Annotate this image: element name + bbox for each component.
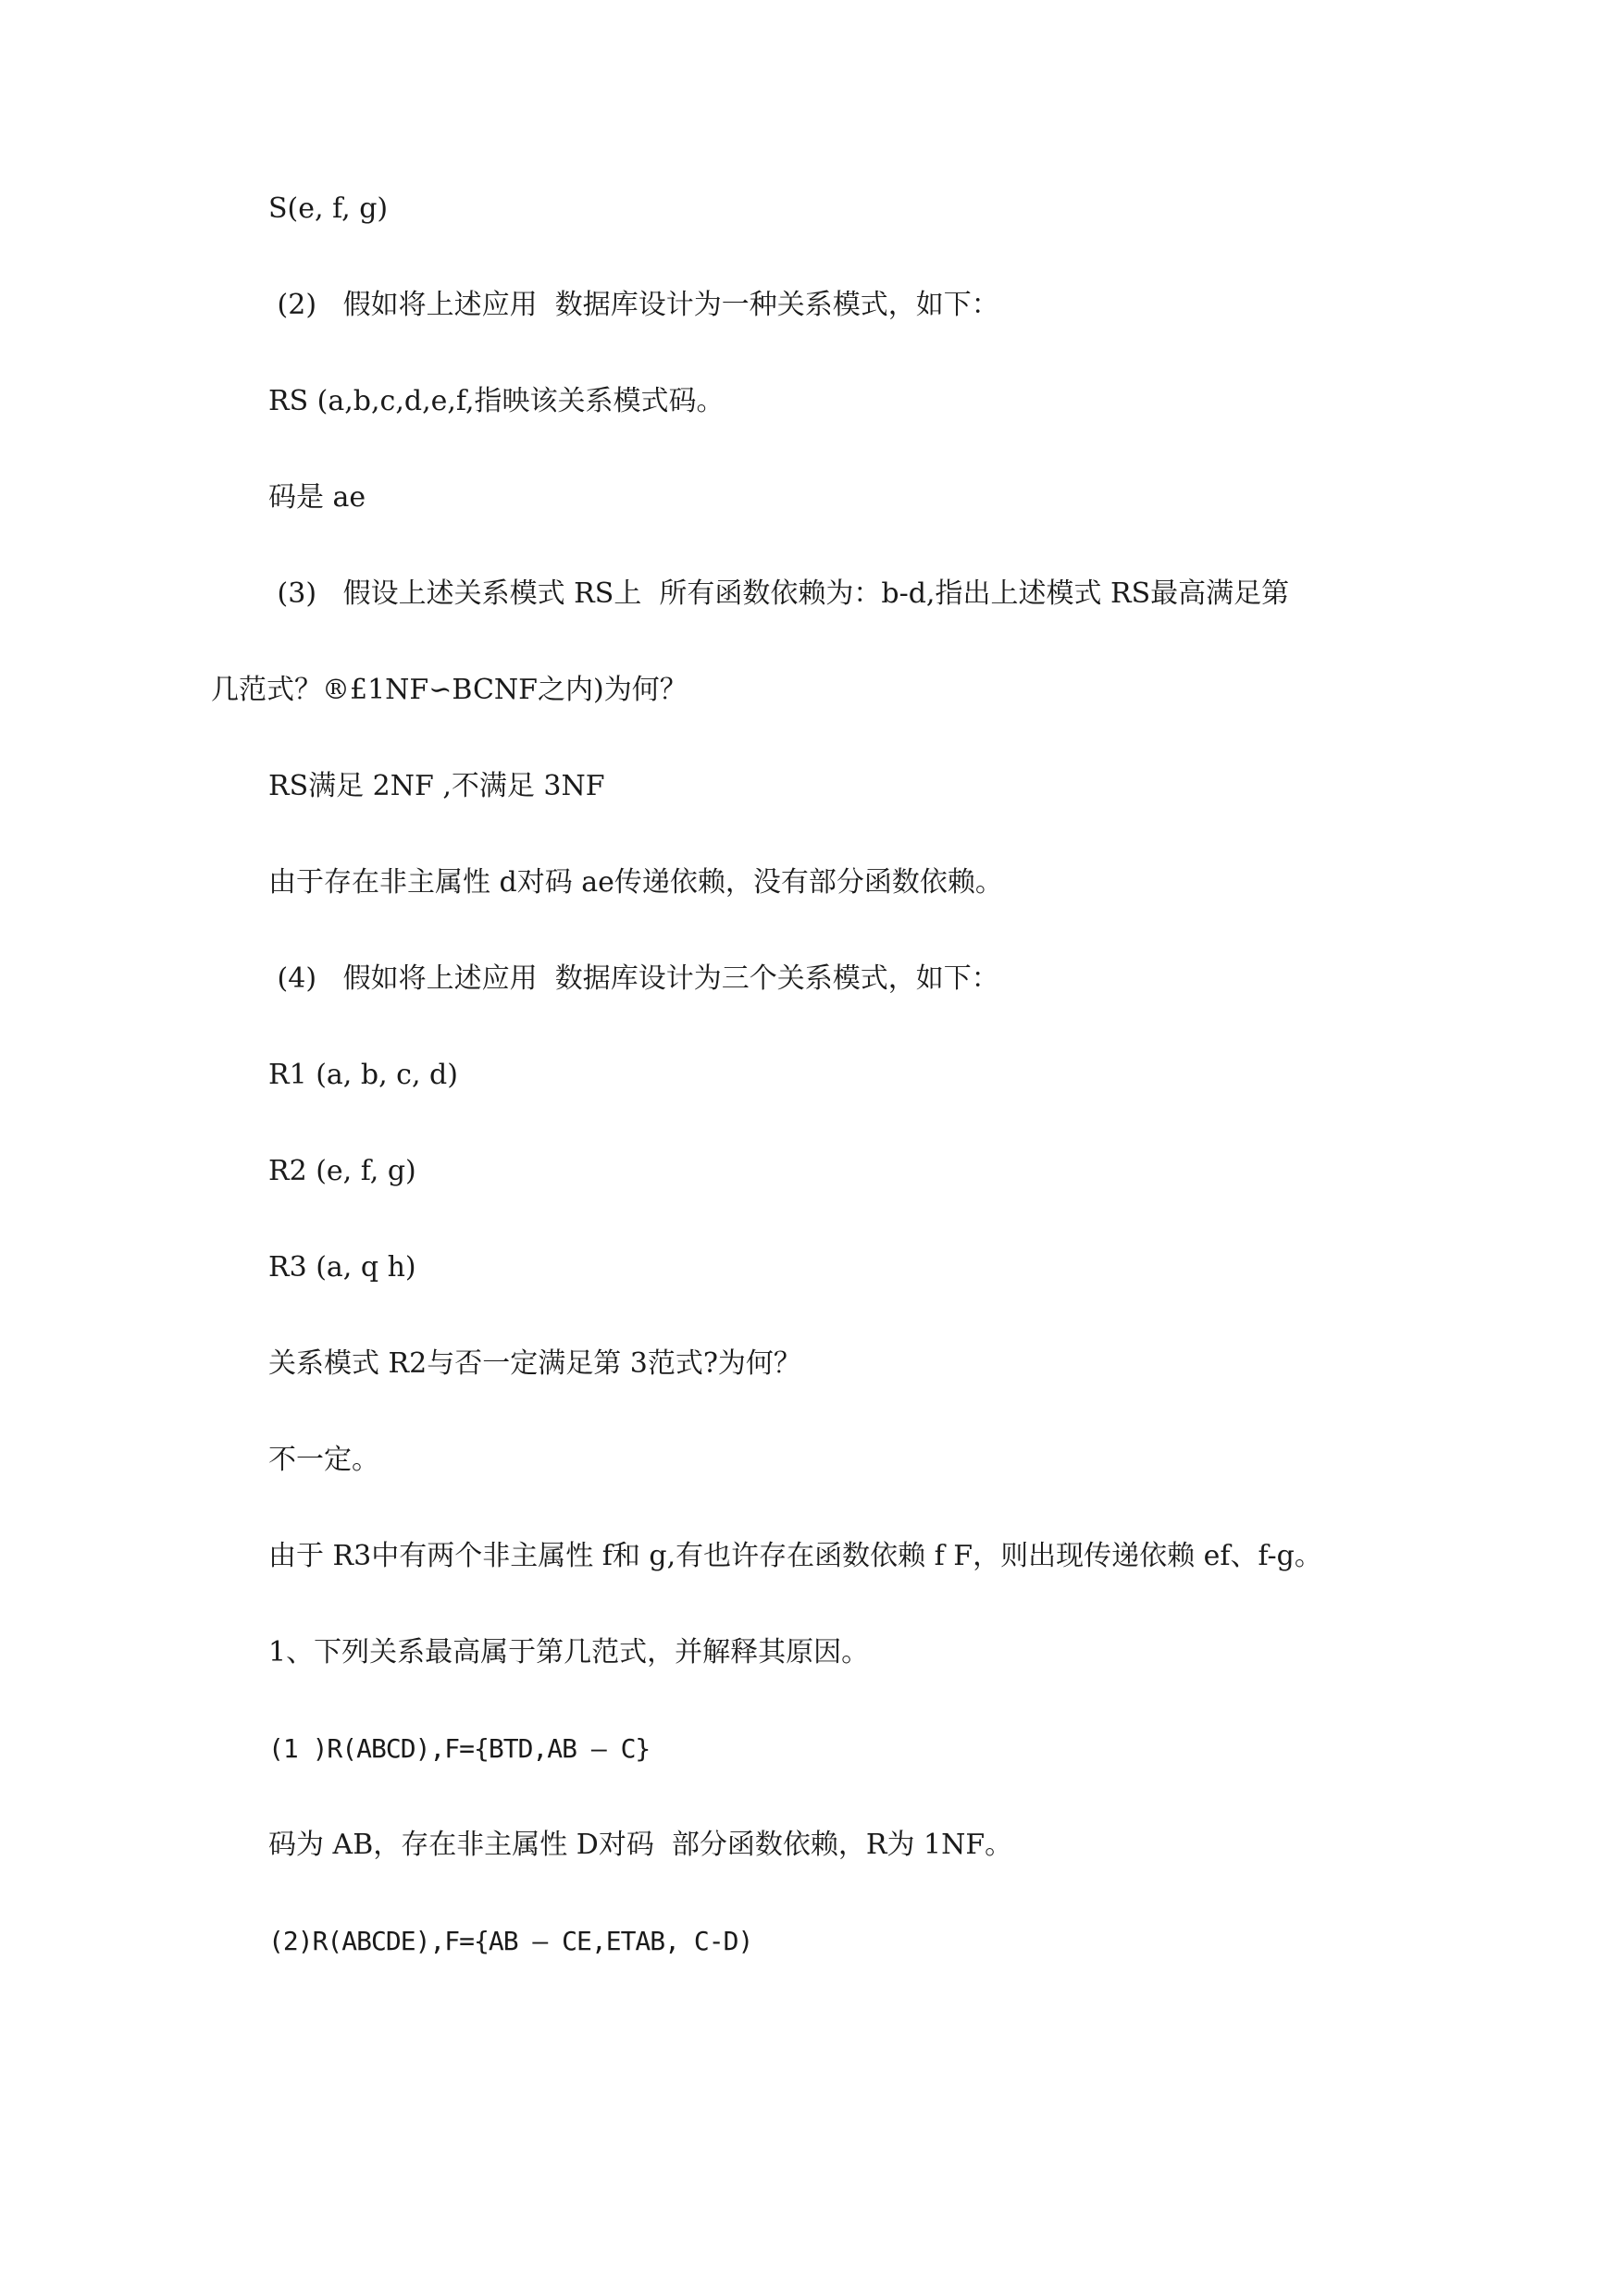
question-3-continued: 几范式？®£1NF∽BCNF之内)为何？ bbox=[211, 674, 688, 706]
text-line-r1: R1 (a, b, c, d) bbox=[268, 1059, 458, 1091]
question-4: (4) 假如将上述应用 数据库设计为三个关系模式，如下： bbox=[268, 962, 999, 995]
answer-reason: 由于存在非主属性 d对码 ae传递依赖，没有部分函数依赖。 bbox=[268, 866, 1003, 899]
text-line-r3: R3 (a, q h) bbox=[268, 1251, 416, 1284]
exercise-1-part-1-answer: 码为 AB，存在非主属性 D对码 部分函数依赖，R为 1NF。 bbox=[268, 1829, 1013, 1861]
question-r2: 关系模式 R2与否一定满足第 3范式?为何？ bbox=[268, 1347, 801, 1380]
question-2: (2) 假如将上述应用 数据库设计为一种关系模式，如下： bbox=[268, 289, 999, 321]
exercise-1-part-2: (2)R(ABCDE),F={AB — CE,ETAB, C-D) bbox=[268, 1926, 753, 1956]
answer-key: 码是 ae bbox=[268, 481, 366, 514]
exercise-1-part-1: (1 )R(ABCD),F={BTD,AB — C} bbox=[268, 1733, 651, 1764]
text-line-s-relation: S(e, f, g) bbox=[268, 192, 389, 225]
answer-normal-form: RS满足 2NF ,不满足 3NF bbox=[268, 770, 605, 802]
text-line-r2: R2 (e, f, g) bbox=[268, 1155, 416, 1187]
exercise-1-heading: 1、下列关系最高属于第几范式，并解释其原因。 bbox=[268, 1636, 870, 1669]
answer-not-necessarily: 不一定。 bbox=[268, 1444, 379, 1476]
answer-r3-reason: 由于 R3中有两个非主属性 f和 g,有也许存在函数依赖 f F，则出现传递依赖 ef、f-g。 bbox=[268, 1540, 1322, 1572]
text-line-rs-schema: RS (a,b,c,d,e,f,指映该关系模式码。 bbox=[268, 385, 725, 417]
question-3: (3) 假设上述关系模式 RS上 所有函数依赖为：b-d,指出上述模式 RS最高满足第 bbox=[268, 577, 1290, 610]
